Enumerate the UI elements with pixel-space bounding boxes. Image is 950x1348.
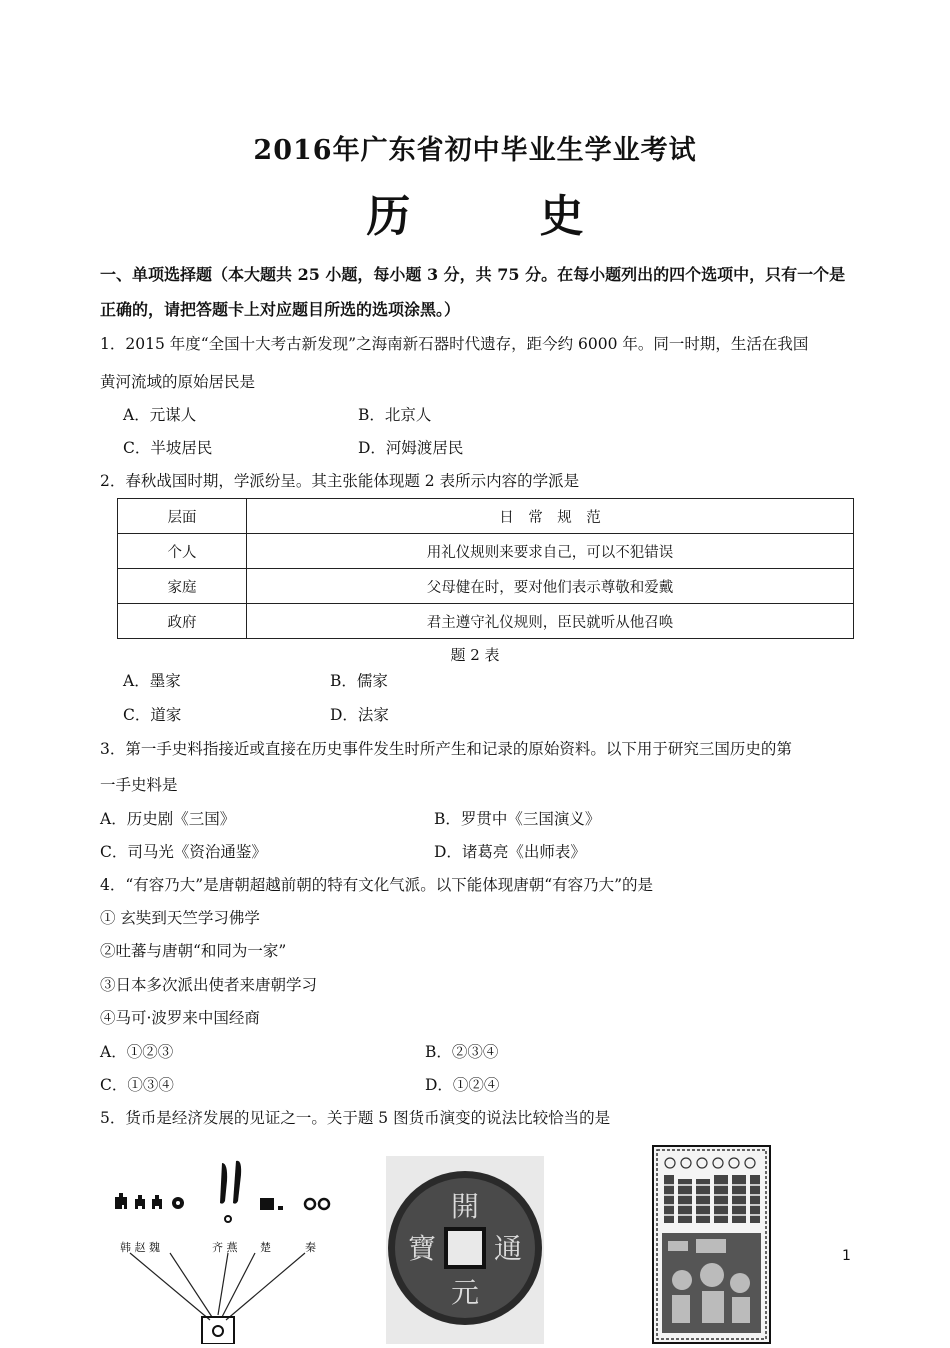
q4-option-c: C．①③④ [100,1076,174,1094]
table-cell: 家庭 [118,569,247,604]
q4-stem: 4．“有容乃大”是唐朝超越前朝的特有文化气派。以下能体现唐朝“有容乃大”的是 [100,876,654,894]
q4-option-a: A．①②③ [100,1043,174,1061]
q3-option-a: A．历史剧《三国》 [100,810,236,828]
table-cell: 父母健在时，要对他们表示尊敬和爱戴 [247,569,854,604]
table-row [118,569,854,604]
coin-char-left: 寶 [407,1232,437,1265]
q3-option-d: D．诸葛亮《出师表》 [434,843,586,861]
section-instruction-line2: 正确的，请把答题卡上对应题目所选的选项涂黑。） [100,300,461,319]
q1-option-d: D．河姆渡居民 [358,439,464,457]
table-cell: 个人 [118,534,247,569]
q3-option-b: B．罗贯中《三国演义》 [434,810,601,828]
q2-option-b: B．儒家 [330,672,388,690]
q3-stem-line2: 一手史料是 [100,776,178,794]
q5-figure-kaiyuan-coin [386,1156,544,1344]
q2-option-d: D．法家 [330,706,389,724]
q2-option-c: C．道家 [123,706,182,724]
q5-fig1-label-han-zhao-wei: 韩 赵 魏 [120,1241,160,1254]
table-row [118,534,854,569]
table-cell: 君主遵守礼仪规则，臣民就听从他召唤 [247,604,854,639]
q1-option-c: C．半坡居民 [123,439,213,457]
page-number: 1 [842,1248,851,1264]
q4-item-1: ① 玄奘到天竺学习佛学 [100,909,260,927]
q4-item-4: ④马可·波罗来中国经商 [100,1009,260,1027]
q5-fig1-label-qi-yan: 齐 燕 [212,1241,238,1254]
q1-option-b: B．北京人 [358,406,432,424]
q5-figure-paper-money [652,1145,771,1344]
q1-stem-line2: 黄河流域的原始居民是 [100,373,256,391]
coin-char-top: 開 [450,1190,480,1223]
q3-stem-line1: 3．第一手史料指接近或直接在历史事件发生时所产生和记录的原始资料。以下用于研究三国历史的第 [100,740,792,758]
section-instruction-line1: 一、单项选择题（本大题共 25 小题，每小题 3 分，共 75 分。在每小题列出的四个选项中，只有一个是 [100,265,846,284]
q3-option-c: C．司马光《资治通鉴》 [100,843,267,861]
q5-fig1-label-chu: 楚 [260,1241,271,1254]
q4-option-d: D．①②④ [425,1076,500,1094]
exam-title: 2016年广东省初中毕业生学业考试 [253,135,697,166]
table-cell: 用礼仪规则来要求自己，可以不犯错误 [247,534,854,569]
q5-fig1-label-qin: 秦 [305,1241,316,1254]
coin-char-bottom: 元 [450,1276,480,1309]
q2-stem: 2．春秋战国时期，学派纷呈。其主张能体现题 2 表所示内容的学派是 [100,472,580,490]
q5-figure-ancient-coins [100,1155,340,1344]
q2-table-caption: 题 2 表 [450,646,500,664]
table-cell: 政府 [118,604,247,639]
q2-option-a: A．墨家 [123,672,181,690]
q1-option-a: A．元谋人 [123,406,197,424]
coin-char-right: 通 [493,1232,523,1265]
q2-table-header [118,499,854,534]
q4-item-3: ③日本多次派出使者来唐朝学习 [100,976,318,994]
q4-item-2: ②吐蕃与唐朝“和同为一家” [100,942,287,960]
q5-stem: 5．货币是经济发展的见证之一。关于题 5 图货币演变的说法比较恰当的是 [100,1109,611,1127]
q4-option-b: B．②③④ [425,1043,499,1061]
q2-header-level: 层面 [118,499,247,534]
q2-table [117,498,854,639]
q2-header-norms: 日 常 规 范 [247,499,854,534]
subject-title: 历 史 [366,191,624,242]
table-row [118,604,854,639]
q1-stem-line1: 1．2015 年度“全国十大考古新发现”之海南新石器时代遗存，距今约 6000 年。同一时期，生活在我国 [100,335,809,353]
